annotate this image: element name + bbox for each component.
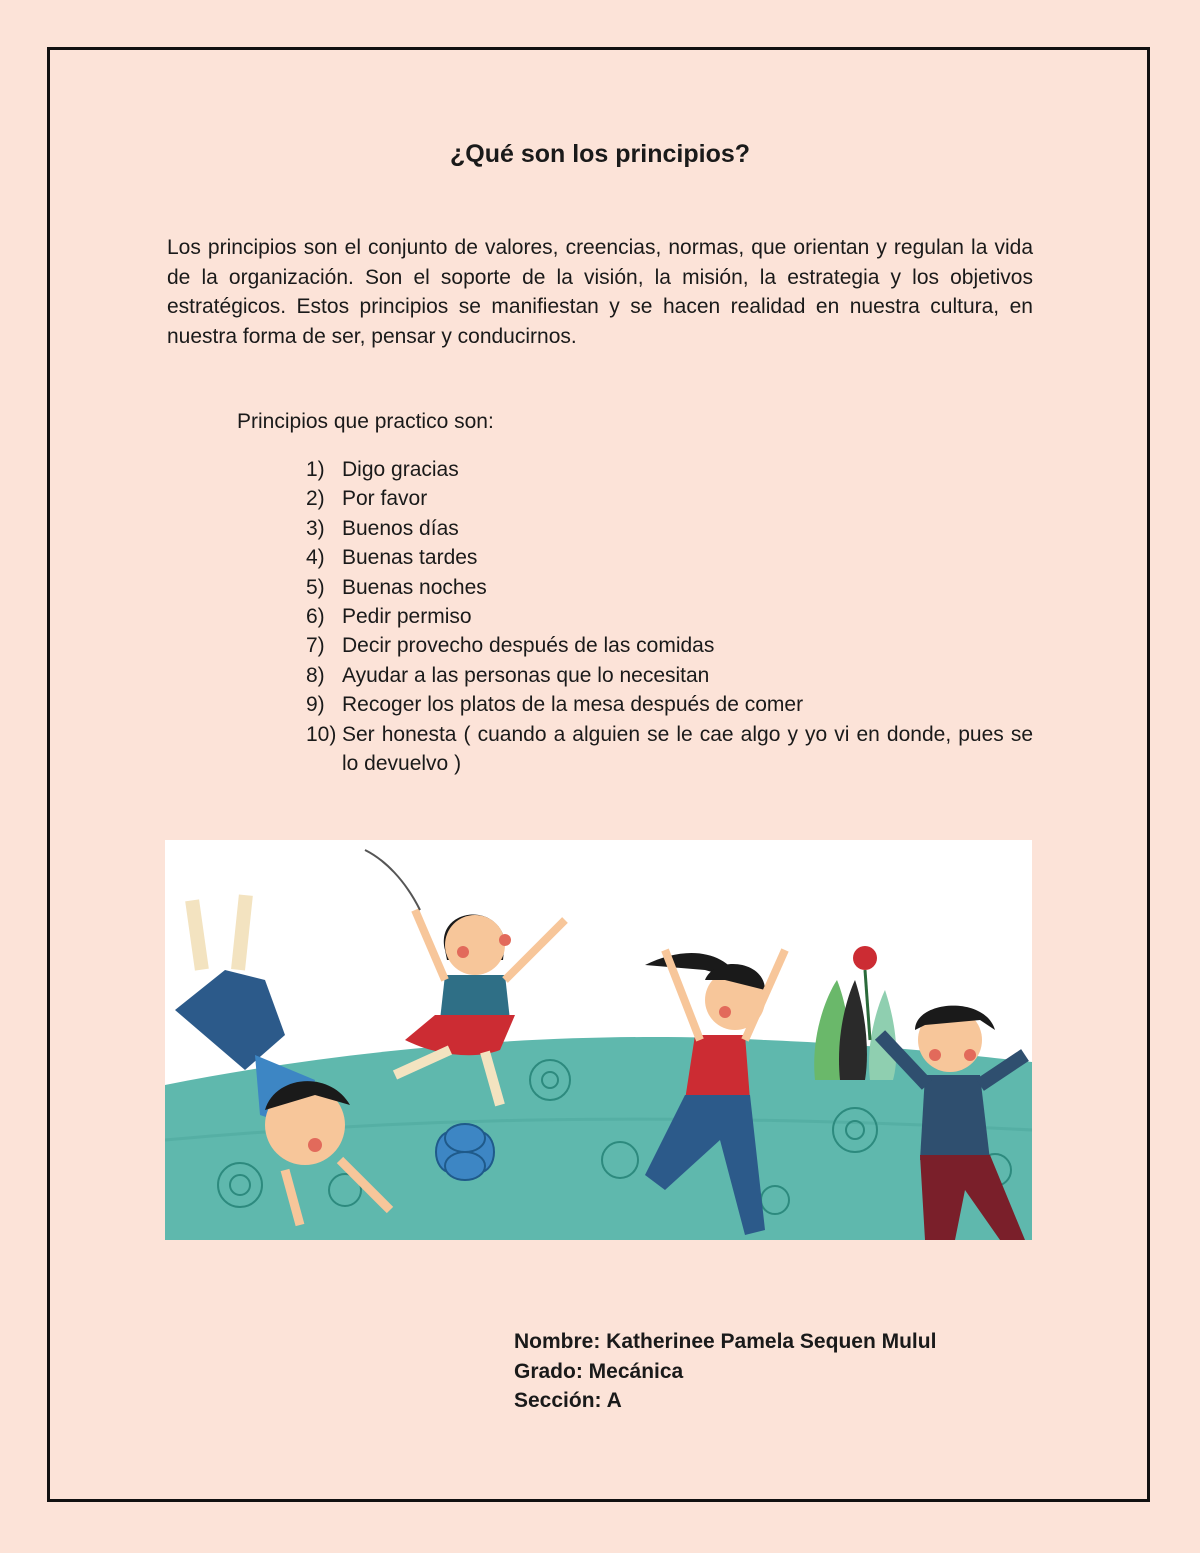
list-item-number: 1): [306, 458, 325, 481]
blue-flower: [436, 1124, 494, 1180]
list-item: [306, 631, 1033, 660]
list-item: [306, 661, 1033, 690]
list-item: [306, 514, 1033, 543]
list-item: [306, 455, 1033, 484]
red-flower: [853, 946, 877, 970]
list-item-text: Buenos días: [342, 516, 459, 540]
list-item-number: 3): [306, 516, 325, 540]
student-name: Nombre: Katherinee Pamela Sequen Mulul: [514, 1330, 937, 1353]
list-item-text: Buenas noches: [342, 575, 487, 599]
list-item-number: 6): [306, 605, 325, 629]
list-item-number: 8): [306, 663, 325, 687]
student-grade: Grado: Mecánica: [514, 1359, 684, 1383]
list-item-text: Ayudar a las personas que lo necesitan: [342, 663, 710, 687]
list-item: [306, 484, 1033, 513]
list-item: [306, 720, 1033, 779]
list-item-text: Pedir permiso: [342, 605, 472, 629]
list-item-text: Decir provecho después de las comidas: [342, 634, 715, 658]
list-item-text: Recoger los platos de la mesa después de comer: [342, 693, 804, 717]
principles-heading: Principios que practico son:: [237, 410, 494, 433]
list-item-text: Digo gracias: [342, 458, 459, 481]
list-item-number: 4): [306, 546, 325, 570]
list-item-number: 7): [306, 634, 325, 658]
page-title: ¿Qué son los principios?: [449, 140, 751, 168]
student-section: Sección: A: [514, 1389, 622, 1412]
list-item-text: Buenas tardes: [342, 546, 478, 570]
intro-paragraph: Los principios son el conjunto de valores, creencias, normas, que orientan y regulan la vida de la organización. Son el soporte de la visión, la misión, la estrategia y los objetivos estratégicos. Estos principios se manifiestan y se hacen realidad en nuestra cultura, en nuestra forma de ser, pensar y conducirnos.: [167, 236, 1033, 348]
children-playing-illustration: [165, 840, 1032, 1240]
list-item: [306, 573, 1033, 602]
list-item-text: Por favor: [342, 487, 428, 511]
list-item-text: Ser honesta ( cuando a alguien se le cae algo y yo vi en donde, pues se lo devuelvo ): [342, 722, 1033, 776]
signature-block: [514, 1327, 936, 1416]
list-item-number: 9): [306, 693, 325, 717]
list-item-number: 2): [306, 487, 325, 511]
list-item-number: 5): [306, 575, 325, 599]
list-item-number: 10): [306, 722, 337, 746]
list-item: [306, 602, 1033, 631]
list-item: [306, 690, 1033, 719]
principles-list: [306, 455, 1033, 778]
list-item: [306, 543, 1033, 572]
